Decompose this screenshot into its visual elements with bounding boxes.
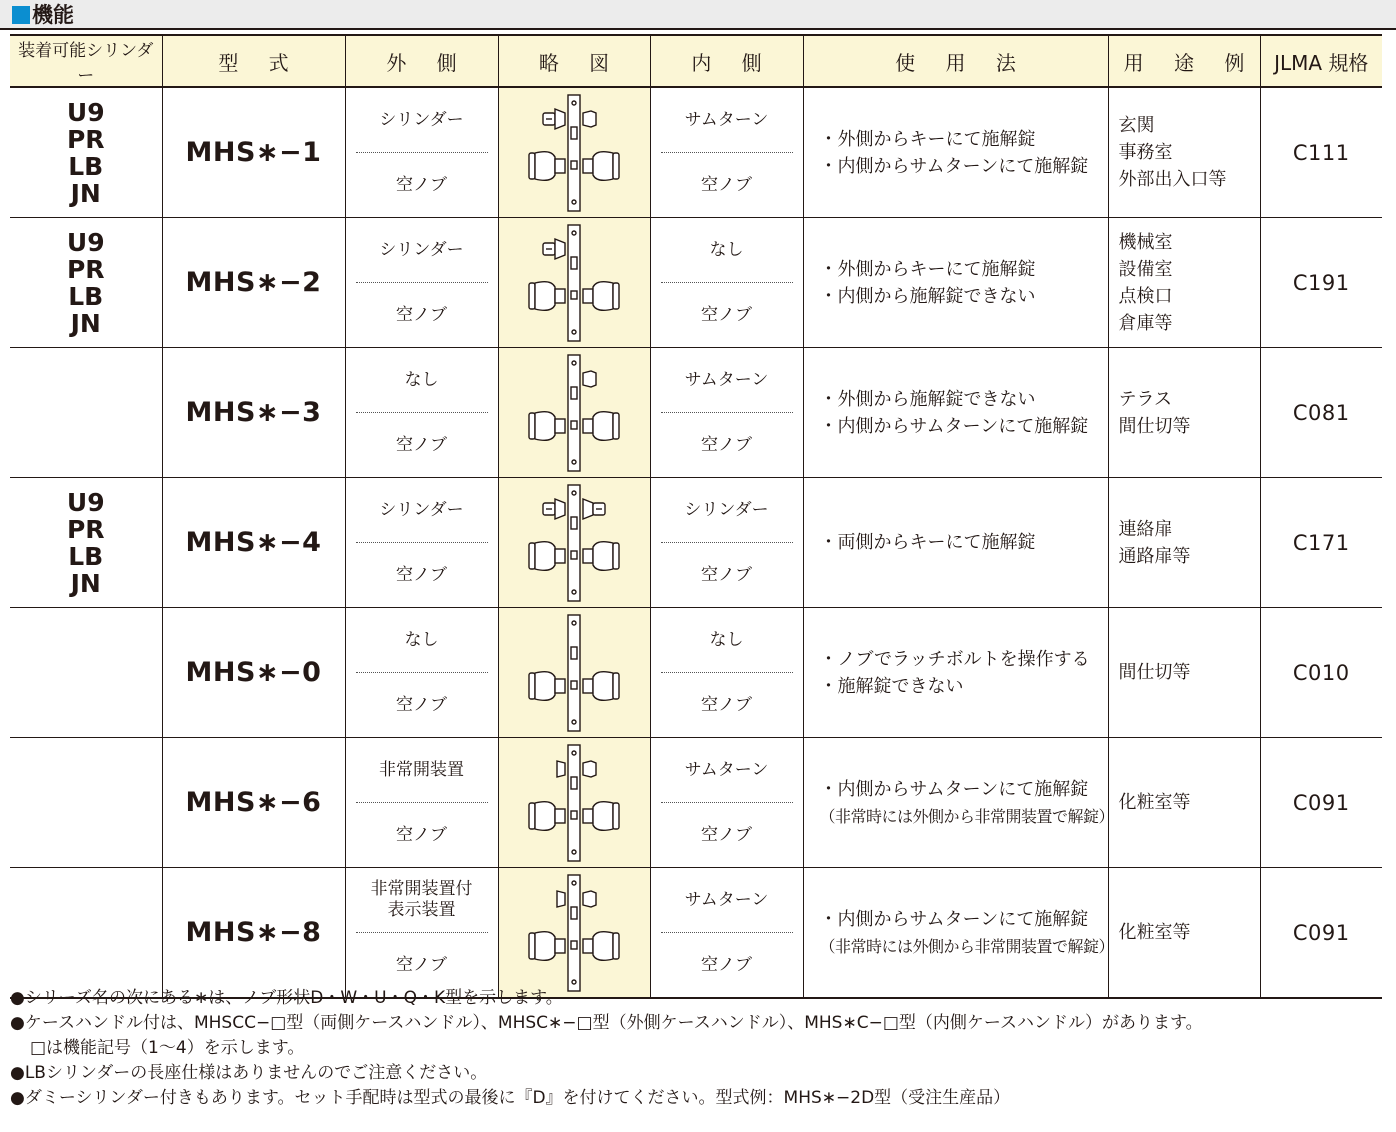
outside-top: 非常開装置 [379,759,464,780]
cylinder-cell [10,608,162,738]
outside-cell [345,348,498,478]
outside-top: シリンダー [379,239,464,260]
usage-cell [803,738,1115,868]
example-line: 倉庫等 [1118,312,1173,334]
example-line: 連絡扉 [1118,518,1173,540]
usage-note: （非常時には外側から非常開装置で解錠） [819,806,1115,826]
usage-line: ・外側から施解錠できない [819,388,1036,410]
outside-top: シリンダー [379,109,464,130]
cylinder-cell [10,478,162,608]
usage-cell [803,87,1108,218]
jlma-cell: C081 [1260,348,1382,478]
inside-cell [650,218,803,348]
function-table [10,34,1382,999]
cylinder-cell [10,868,162,999]
jlma-cell: C010 [1260,608,1382,738]
usage-line: ・外側からキーにて施解錠 [819,128,1036,150]
cylinder-type: PR [66,254,105,284]
cylinder-cell [10,218,162,348]
cylinder-cell [10,87,162,218]
usage-line: ・外側からキーにて施解錠 [819,258,1036,280]
cylinder-cell [10,348,162,478]
inside-top: シリンダー [684,499,769,520]
outside-bottom: 空ノブ [396,564,447,585]
lock-diagram-icon [499,89,649,217]
inside-cell [650,348,803,478]
examples-cell [1108,348,1260,478]
examples-cell [1108,738,1260,868]
header-jlma: JLMA 規格 [1260,35,1382,87]
outside-bottom: 空ノブ [396,434,447,455]
usage-line: ・ノブでラッチボルトを操作する [819,648,1090,670]
lock-diagram-icon [499,869,649,997]
inside-top: サムターン [684,369,769,390]
jlma-cell: C191 [1260,218,1382,348]
examples-cell [1108,608,1260,738]
inside-top: サムターン [684,889,769,910]
cylinder-type: U9 [66,227,105,257]
cylinder-type: PR [66,514,105,544]
header-inside: 内 側 [650,35,803,87]
usage-line: ・内側からサムターンにて施解錠 [819,155,1089,177]
cylinder-type: JN [70,178,101,208]
usage-line: ・内側からサムターンにて施解錠 [819,778,1089,800]
diagram-cell [498,738,650,868]
note-item: ●LBシリンダーの長座仕様はありませんのでご注意ください。 [10,1063,488,1083]
inside-top: なし [709,239,744,260]
cylinder-type: LB [68,151,104,181]
inside-bottom: 空ノブ [701,434,752,455]
cylinder-type: LB [68,541,104,571]
inside-bottom: 空ノブ [701,824,752,845]
diagram-cell [498,608,650,738]
inside-cell [650,87,803,218]
section-title-bar [0,0,1396,30]
cylinder-type: JN [70,568,101,598]
lock-diagram-icon [499,349,649,477]
model-cell: MHS∗−1 [162,87,345,218]
cylinder-type: U9 [66,487,105,517]
table-row [10,738,1382,868]
example-line: 事務室 [1118,142,1173,163]
outside-cell [345,608,498,738]
outside-cell [345,87,498,218]
notes [10,986,1386,1111]
outside-cell [345,868,498,999]
example-line: 化粧室等 [1118,792,1191,813]
outside-top: なし [404,629,439,650]
example-line: 点検口 [1118,285,1173,307]
example-line: 外部出入口等 [1118,169,1227,190]
table-row [10,478,1382,608]
model-cell: MHS∗−8 [162,868,345,999]
jlma-cell: C111 [1260,87,1382,218]
section-title: 機能 [32,3,74,27]
usage-line: ・内側から施解錠できない [819,285,1036,307]
cylinder-type: U9 [66,97,105,127]
examples-cell [1108,87,1260,218]
lock-diagram-icon [499,479,649,607]
inside-bottom: 空ノブ [701,564,752,585]
outside-bottom: 空ノブ [396,694,447,715]
inside-bottom: 空ノブ [701,694,752,715]
inside-bottom: 空ノブ [701,304,752,325]
usage-line: ・内側からサムターンにて施解錠 [819,908,1089,930]
lock-diagram-icon [499,609,649,737]
header-examples: 用 途 例 [1108,35,1260,87]
inside-cell [650,868,803,999]
inside-top: サムターン [684,759,769,780]
lock-diagram-icon [499,219,649,347]
usage-cell [803,348,1108,478]
example-line: 機械室 [1118,231,1173,253]
table-row [10,218,1382,348]
diagram-cell [498,868,650,999]
outside-cell [345,478,498,608]
usage-cell [803,478,1108,608]
inside-cell [650,738,803,868]
usage-line: ・施解錠できない [819,675,964,697]
usage-cell [803,868,1115,999]
outside-bottom: 空ノブ [396,954,447,975]
outside-top: シリンダー [379,499,464,520]
outside-cell [345,218,498,348]
model-cell: MHS∗−6 [162,738,345,868]
usage-note: （非常時には外側から非常開装置で解錠） [819,936,1115,956]
outside-top: なし [404,369,439,390]
cylinder-cell [10,738,162,868]
examples-cell [1108,218,1260,348]
jlma-cell: C091 [1260,738,1382,868]
outside-bottom: 空ノブ [396,824,447,845]
model-cell: MHS∗−0 [162,608,345,738]
outside-bottom: 空ノブ [396,304,447,325]
note-item: □は機能記号（1〜4）を示します。 [30,1038,305,1058]
section-marker-icon [12,6,30,24]
inside-top: なし [709,629,744,650]
model-cell: MHS∗−2 [162,218,345,348]
example-line: 玄関 [1118,115,1155,136]
header-model: 型 式 [162,35,345,87]
example-line: 間仕切等 [1118,415,1191,437]
jlma-cell: C091 [1260,868,1382,999]
outside-cell [345,738,498,868]
usage-cell [803,218,1108,348]
examples-cell [1108,868,1260,999]
usage-line: ・両側からキーにて施解錠 [819,532,1036,553]
example-line: 間仕切等 [1118,662,1191,683]
table-row [10,868,1382,999]
header-diagram: 略 図 [498,35,650,87]
table-row [10,608,1382,738]
model-cell: MHS∗−3 [162,348,345,478]
note-item: ●ケースハンドル付は、MHSCC−□型（両側ケースハンドル）、MHSC∗−□型（外側ケースハンドル）、MHS∗C−□型（内側ケースハンドル）があります。 [10,1013,1203,1033]
header-outside: 外 側 [345,35,498,87]
outside-bottom: 空ノブ [396,174,447,195]
example-line: テラス [1118,388,1172,410]
header-cylinders: 装着可能シリンダー [10,35,162,87]
header-usage: 使 用 法 [803,35,1108,87]
table-header-row [10,35,1382,87]
cylinder-type: JN [70,308,101,338]
diagram-cell [498,218,650,348]
usage-cell [803,608,1108,738]
example-line: 通路扉等 [1118,545,1191,567]
outside-top: 非常開装置付 表示装置 [370,879,473,920]
inside-bottom: 空ノブ [701,174,752,195]
jlma-cell: C171 [1260,478,1382,608]
note-item: ●ダミーシリンダー付きもあります。セット手配時は型式の最後に『D』を付けてください。型式例：MHS∗−2D型（受注生産品） [10,1088,1011,1108]
table-row [10,348,1382,478]
examples-cell [1108,478,1260,608]
note-item: ●シリーズ名の次にある∗は、ノブ形状D・W・U・Q・K型を示します。 [10,988,563,1008]
diagram-cell [498,478,650,608]
inside-bottom: 空ノブ [701,954,752,975]
example-line: 設備室 [1118,258,1173,280]
table-row [10,87,1382,218]
diagram-cell [498,348,650,478]
cylinder-type: PR [66,124,105,154]
inside-cell [650,608,803,738]
inside-cell [650,478,803,608]
cylinder-type: LB [68,281,104,311]
lock-diagram-icon [499,739,649,867]
model-cell: MHS∗−4 [162,478,345,608]
diagram-cell [498,87,650,218]
inside-top: サムターン [684,109,769,130]
example-line: 化粧室等 [1118,922,1191,943]
usage-line: ・内側からサムターンにて施解錠 [819,415,1089,437]
